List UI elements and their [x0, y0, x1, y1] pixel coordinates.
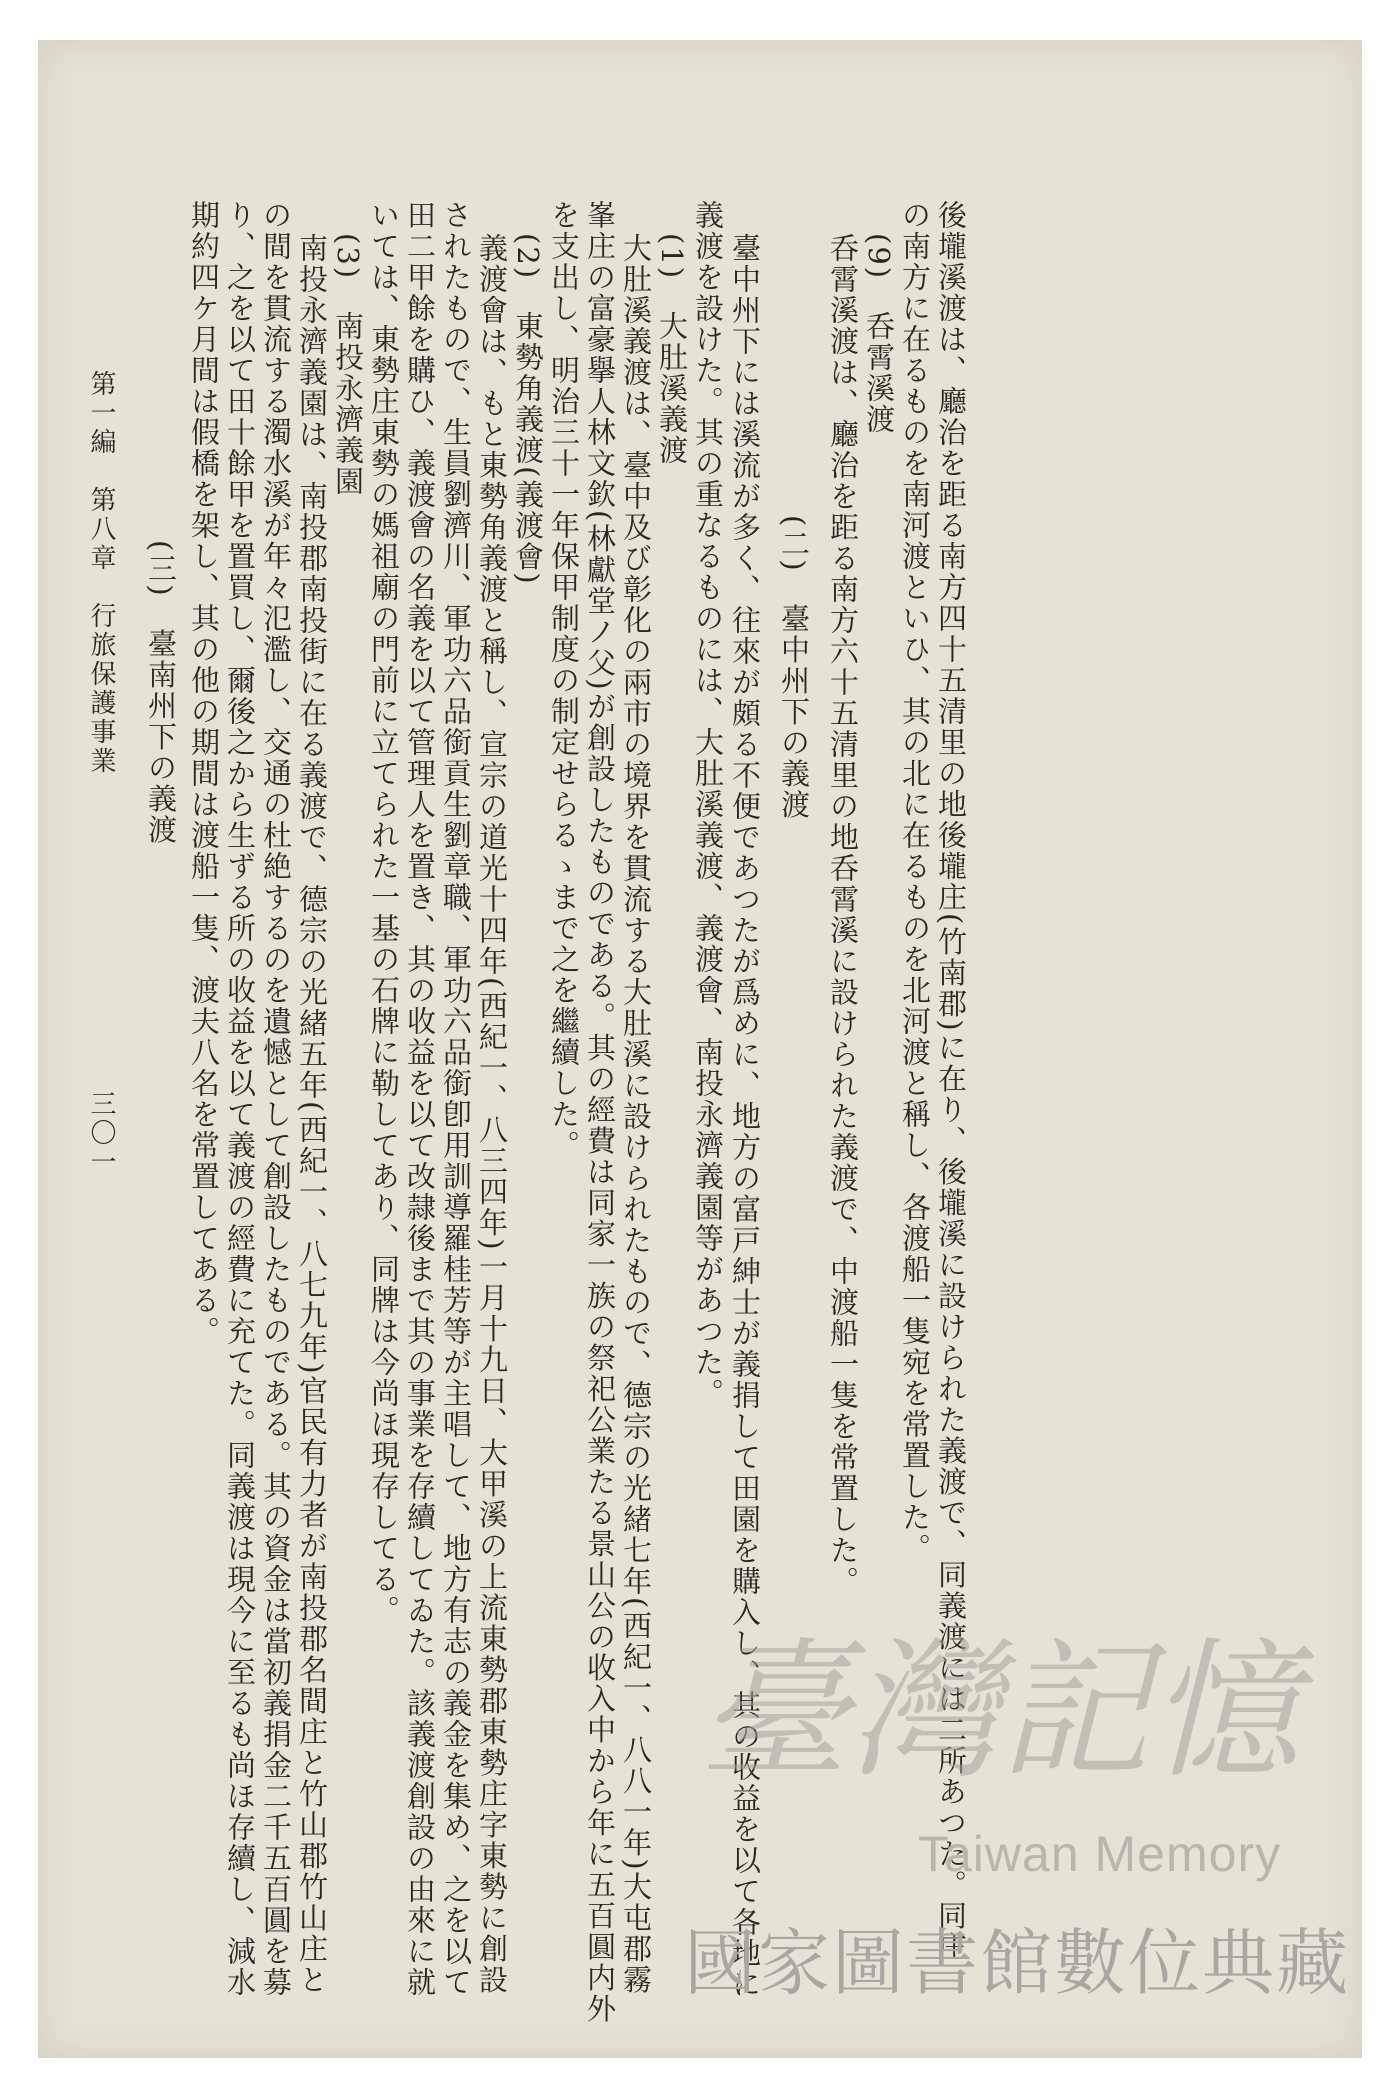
watermark-org: 國家圖書館數位典藏 [684, 1921, 1351, 2005]
text-column: いては、東勢庄東勢の媽祖廟の門前に立てられた一基の石牌に勒してあり、同牌は今尚ほ現存してる。 [367, 200, 401, 1626]
text-column: 峯庄の富豪擧人林文欽(林獻堂ノ父)が創設したものである。其の經費は同家一族の祭祀公業たる景山公の收入中から年に五百圓内外 [583, 200, 617, 2025]
text-column: の南方に在るものを南河渡といひ、其の北に在るものを北河渡と稱し、各渡船一隻宛を常置した。 [898, 200, 932, 1564]
text-column: 田二甲餘を購ひ、義渡會の名義を以て管理人を置き、其の收益を以て改隷後まで其の事業を存續してゐた。該義渡創設の由來に就 [403, 200, 437, 1998]
logo-calligraphy: 臺灣記憶 [698, 1625, 1300, 1799]
running-head: 第一編 第八章 行旅保護事業 [86, 370, 116, 776]
text-column: 後壠溪渡は、廳治を距る南方四十五清里の地後壠庄(竹南郡)に在り、後壠溪に設けられた義渡で、同義渡には二所あつた。同庄 [934, 200, 968, 1963]
section-heading: (9) 呑霄溪渡 [862, 233, 896, 436]
chapter-subheading: (二) 臺中州下の義渡 [777, 515, 811, 821]
text-column: 期約四ケ月間は假橋を架し、其の他の期間は渡船一隻、渡夫八名を常置してある。 [187, 200, 221, 1347]
document-page [38, 40, 1362, 2058]
text-column: 呑霄溪渡は、廳治を距る南方六十五清里の地呑霄溪に設けられた義渡で、中渡船一隻を常置した。 [826, 233, 860, 1597]
text-column: 南投永濟義園は、南投郡南投街に在る義渡で、德宗の光緒五年(西紀一、八七九年)官民有力者が南投郡名間庄と竹山郡竹山庄と [295, 233, 329, 1996]
section-heading: (2) 東勢角義渡(義渡會) [511, 233, 545, 586]
taiwan-memory-logo [674, 1625, 1324, 1799]
section-heading: (3) 南投永濟義園 [331, 233, 365, 498]
section-heading: (1) 大肚溪義渡 [655, 233, 689, 467]
text-column: 大肚溪義渡は、臺中及び彰化の兩市の境界を貫流する大肚溪に設けられたもので、德宗の光緒七年(西紀一、八八一年)大屯郡霧 [619, 233, 653, 1996]
text-column: り、之を以て田十餘甲を置買し、爾後之から生ずる所の收益を以て義渡の經費に充てた。同義渡は現今に至るも尚ほ存續し、減水 [223, 200, 257, 1998]
text-column: の間を貫流する濁水溪が年々氾濫し、交通の杜絶するのを遺憾として創設したものである。其の資金は當初義捐金二千五百圓を募 [259, 200, 293, 1998]
chapter-subheading: (三) 臺南州下の義渡 [144, 540, 178, 846]
text-column: を支出し、明治三十一年保甲制度の制定せらるゝまで之を繼續した。 [547, 200, 581, 1161]
page-number: 三〇一 [86, 1090, 116, 1177]
text-column: 臺中州下には溪流が多く、往來が頗る不便であつたが爲めに、地方の富戸紳士が義捐して田園を購入し、其の收益を以て各地に [728, 233, 762, 2000]
text-column: 義渡會は、もと東勢角義渡と稱し、宣宗の道光十四年(西紀一、八三四年)一月十九日、大甲溪の上流東勢郡東勢庄字東勢に創設 [475, 233, 509, 1996]
text-column: 義渡を設けた。其の重なるものには、大肚溪義渡、義渡會、南投永濟義園等があつた。 [691, 200, 725, 1409]
text-column: されたもので、生員劉濟川、軍功六品銜貢生劉章職、軍功六品銜卽用訓導羅桂芳等が主唱して、地方有志の義金を集め、之を以て [439, 200, 473, 1998]
watermark-subtitle: Taiwan Memory [918, 1826, 1282, 1882]
